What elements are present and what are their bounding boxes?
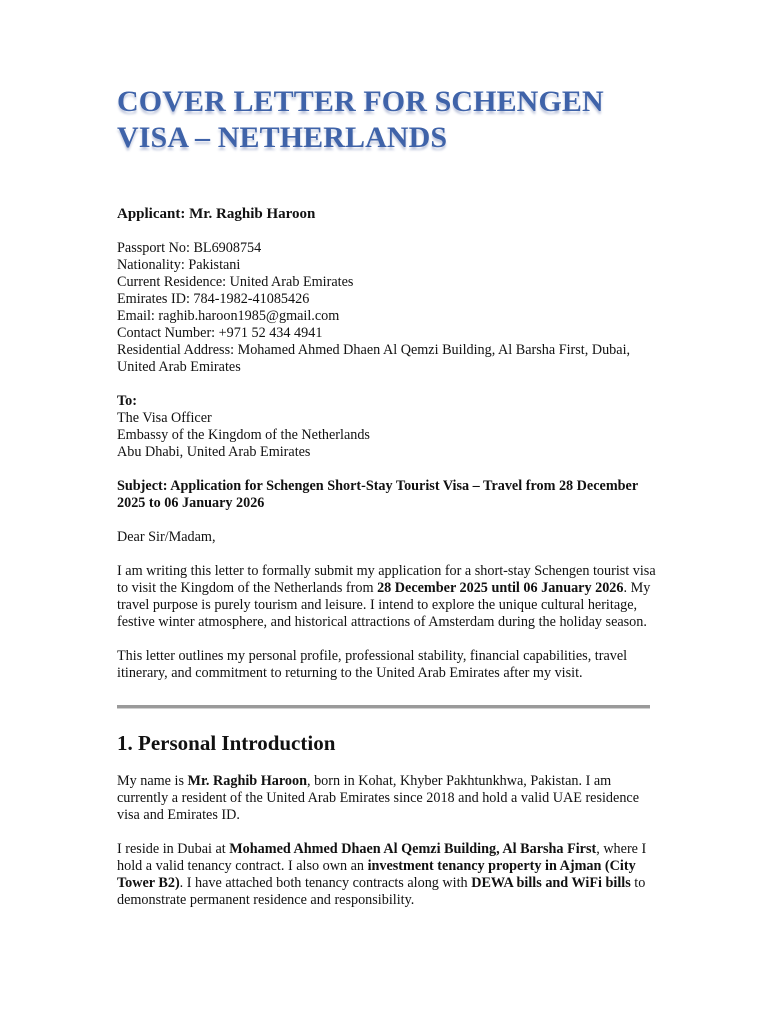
applicant-name: Applicant: Mr. Raghib Haroon — [117, 206, 316, 222]
recipient-line: The Visa Officer — [117, 410, 212, 426]
address-line-2: United Arab Emirates — [117, 359, 241, 375]
address-line: Residential Address: Mohamed Ahmed Dhaen Al Qemzi Building, Al Barsha First, Dubai, — [117, 342, 631, 358]
section-divider — [117, 705, 650, 709]
emirates-id-line: Emirates ID: 784-1982-41085426 — [117, 291, 310, 307]
recipient-block — [117, 393, 657, 461]
contact-line: Contact Number: +971 52 434 4941 — [117, 325, 323, 341]
section-heading: 1. Personal Introduction — [117, 731, 336, 755]
nationality-line: Nationality: Pakistani — [117, 257, 241, 273]
personal-paragraph: My name is Mr. Raghib Haroon, born in Kohat, Khyber Pakhtunkhwa, Pakistan. I am currently a resident of the United Arab Emirates since 2018 and hold a valid UAE residence visa and Emirates ID. — [117, 773, 640, 823]
salutation: Dear Sir/Madam, — [117, 529, 216, 545]
subject-line: Subject: Application for Schengen Short-Stay Tourist Visa – Travel from 28 December 2025 to 06 January 2026 — [117, 478, 638, 511]
applicant-details — [117, 240, 657, 376]
intro-paragraph: I am writing this letter to formally submit my application for a short-stay Schengen tourist visa to visit the Kingdom of the Netherlands from 28 December 2025 until 06 January 2026. My travel purpose is purely tourism and leisure. I intend to explore the unique cultural heritage, festive winter atmosphere, and historical attractions of Amsterdam during the holiday season. — [117, 563, 656, 630]
outline-paragraph: This letter outlines my personal profile, professional stability, financial capabilities, travel itinerary, and commitment to returning to the United Arab Emirates after my visit. — [117, 648, 628, 681]
to-label: To: — [117, 393, 137, 409]
recipient-line: Abu Dhabi, United Arab Emirates — [117, 444, 311, 460]
residence-line: Current Residence: United Arab Emirates — [117, 274, 354, 290]
email-line: Email: raghib.haroon1985@gmail.com — [117, 308, 340, 324]
recipient-line: Embassy of the Kingdom of the Netherlands — [117, 427, 370, 443]
document-title: COVER LETTER FOR SCHENGEN VISA – NETHERLANDS — [117, 85, 604, 154]
passport-line: Passport No: BL6908754 — [117, 240, 262, 256]
residence-paragraph: I reside in Dubai at Mohamed Ahmed Dhaen Al Qemzi Building, Al Barsha First, where I hold a valid tenancy contract. I also own an investment tenancy property in Ajman (City Tower B2). I have attached both tenancy contracts along with DEWA bills and WiFi bills to demonstrate permanent residence and responsibility. — [117, 841, 647, 908]
letter-body — [117, 84, 657, 909]
